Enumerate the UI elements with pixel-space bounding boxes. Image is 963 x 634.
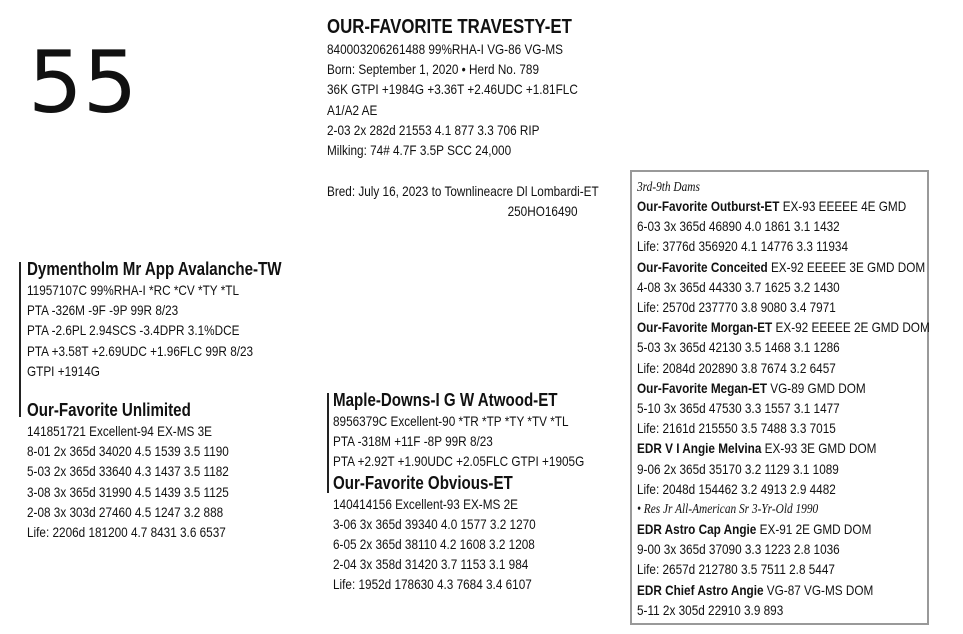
birth-line: Born: September 1, 2020 • Herd No. 789 [327,61,540,78]
dam-record: 8-01 2x 365d 34020 4.5 1539 3.5 1190 [27,443,229,460]
mgs-line: 8956379C Excellent-90 *TR *TP *TY *TV *TL [333,413,569,429]
dam-entry [637,317,930,337]
dam-entry [637,519,930,539]
maternal-grandsire-name: Maple-Downs-I G W Atwood-ET [333,390,558,410]
dam-lifetime: Life: 2206d 181200 4.7 8431 3.6 6537 [27,524,226,541]
dam-record: 3-08 3x 365d 31990 4.5 1439 3.5 1125 [27,483,229,500]
granddam-record: 6-05 2x 365d 38110 4.2 1608 3.2 1208 [333,536,535,553]
bred-line: Bred: July 16, 2023 to Townlineacre Dl Lombardi-ET [327,183,599,199]
dam-record: 5-03 2x 365d 33640 4.3 1437 3.5 1182 [27,463,229,480]
maternal-grandsire-block [333,389,584,595]
dam-entry-name: Our-Favorite Conceited [637,258,768,275]
dam-entry [637,257,930,277]
dam-entry-record: 6-03 3x 365d 46890 4.0 1861 3.1 1432 [637,218,840,235]
dam-entry-name: EDR Astro Cap Angie [637,521,757,538]
dam-entry-record: 5-10 3x 365d 47530 3.3 1557 3.1 1477 [637,400,840,417]
dam-entry-name: Our-Favorite Megan-ET [637,379,768,396]
service-sire-code: 250HO16490 [507,203,578,220]
dam-entry-name: EDR Chief Astro Angie [637,581,764,598]
beta-casein-line: A1/A2 AE [327,101,378,118]
milking-line: Milking: 74# 4.7F 3.5P SCC 24,000 [327,142,512,159]
sire-line: 11957107C 99%RHA-I *RC *CV *TY *TL [27,282,240,298]
dam-entry [637,196,930,216]
mgs-line: PTA -318M +11F -8P 99R 8/23 [333,433,493,450]
granddam-record: 3-06 3x 365d 39340 4.0 1577 3.2 1270 [333,515,536,532]
dam-entry [637,438,930,458]
dam-name: Our-Favorite Unlimited [27,400,191,420]
pedigree-rule-dam [19,401,21,417]
dam-entry-award-note: • Res Jr All-American Sr 3-Yr-Old 1990 [637,501,819,517]
dam-entry-class: EX-93 3E GMD DOM [761,440,877,457]
dam-block [27,399,229,542]
dam-entry-record: 5-11 2x 305d 22910 3.9 893 [637,601,784,618]
dam-entry-record: 9-00 3x 365d 37090 3.3 1223 2.8 1036 [637,541,840,558]
dam-entry [637,580,930,600]
dams-box-content [637,178,930,620]
dam-entry-lifetime: Life: 3776d 356920 4.1 14776 3.3 11934 [637,238,849,255]
mgs-line: PTA +2.92T +1.90UDC +2.05FLC GTPI +1905G [333,453,585,470]
dam-entry-lifetime: Life: 2084d 202890 3.8 7674 3.2 6457 [637,359,836,376]
dam-record: 2-08 3x 303d 27460 4.5 1247 3.2 888 [27,503,224,520]
dam-entry-class: EX-91 2E GMD DOM [756,521,872,538]
dams-box-heading: 3rd-9th Dams [637,179,700,194]
record-line: 2-03 2x 282d 21553 4.1 877 3.3 706 RIP [327,121,540,138]
dam-entry-lifetime: Life: 2048d 154462 3.2 4913 2.9 4482 [637,480,836,497]
dam-entry [637,378,930,398]
sire-line: PTA -326M -9F -9P 99R 8/23 [27,302,179,319]
dam-entry-lifetime: Life: 2570d 237770 3.8 9080 3.4 7971 [637,299,836,316]
sire-block [27,258,282,381]
animal-name: OUR-FAVORITE TRAVESTY-ET [327,16,572,38]
dam-entry-name: EDR V I Angie Melvina [637,440,762,457]
granddam-record: 2-04 3x 358d 31420 3.7 1153 3.1 984 [333,556,529,573]
sire-name: Dymentholm Mr App Avalanche-TW [27,259,282,279]
dam-entry-class: EX-93 EEEEE 4E GMD [779,198,907,214]
sire-line: GTPI +1914G [27,362,100,379]
lot-number: 55 [28,33,138,133]
pedigree-rule-sire [19,262,21,401]
sire-line: PTA +3.58T +2.69UDC +1.96FLC 99R 8/23 [27,342,254,359]
dam-entry-record: 5-03 3x 365d 42130 3.5 1468 3.1 1286 [637,339,840,356]
dam-entry-record: 4-08 3x 365d 44330 3.7 1625 3.2 1430 [637,278,840,295]
dam-entry-class: VG-87 VG-MS DOM [763,581,874,598]
registration-line: 840003206261488 99%RHA-I VG-86 VG-MS [327,41,564,57]
dam-entry-name: Our-Favorite Outburst-ET [637,198,780,214]
bred-block [327,181,599,221]
dam-entry-class: VG-89 GMD DOM [767,379,866,396]
dam-entry-class: EX-92 EEEEE 3E GMD DOM [767,258,926,275]
dam-line: 141851721 Excellent-94 EX-MS 3E [27,423,213,439]
dam-entry-name: Our-Favorite Morgan-ET [637,319,773,336]
granddam-name: Our-Favorite Obvious-ET [333,472,513,493]
dam-entry-record: 9-06 2x 365d 35170 3.2 1129 3.1 1089 [637,460,839,477]
genomic-line: 36K GTPI +1984G +3.36T +2.46UDC +1.81FLC [327,81,578,98]
sire-line: PTA -2.6PL 2.94SCS -3.4DPR 3.1%DCE [27,322,240,339]
dam-entry-class: EX-92 EEEEE 2E GMD DOM [772,319,930,336]
granddam-line: 140414156 Excellent-93 EX-MS 2E [333,495,519,512]
granddam-lifetime: Life: 1952d 178630 4.3 7684 3.4 6107 [333,576,532,593]
pedigree-rule-mgs [327,393,329,475]
dam-entry-lifetime: Life: 2657d 212780 3.5 7511 2.8 5447 [637,561,835,578]
dam-entry-lifetime: Life: 2161d 215550 3.5 7488 3.3 7015 [637,420,836,437]
main-animal-block [327,15,578,160]
pedigree-rule-granddam [327,475,329,493]
